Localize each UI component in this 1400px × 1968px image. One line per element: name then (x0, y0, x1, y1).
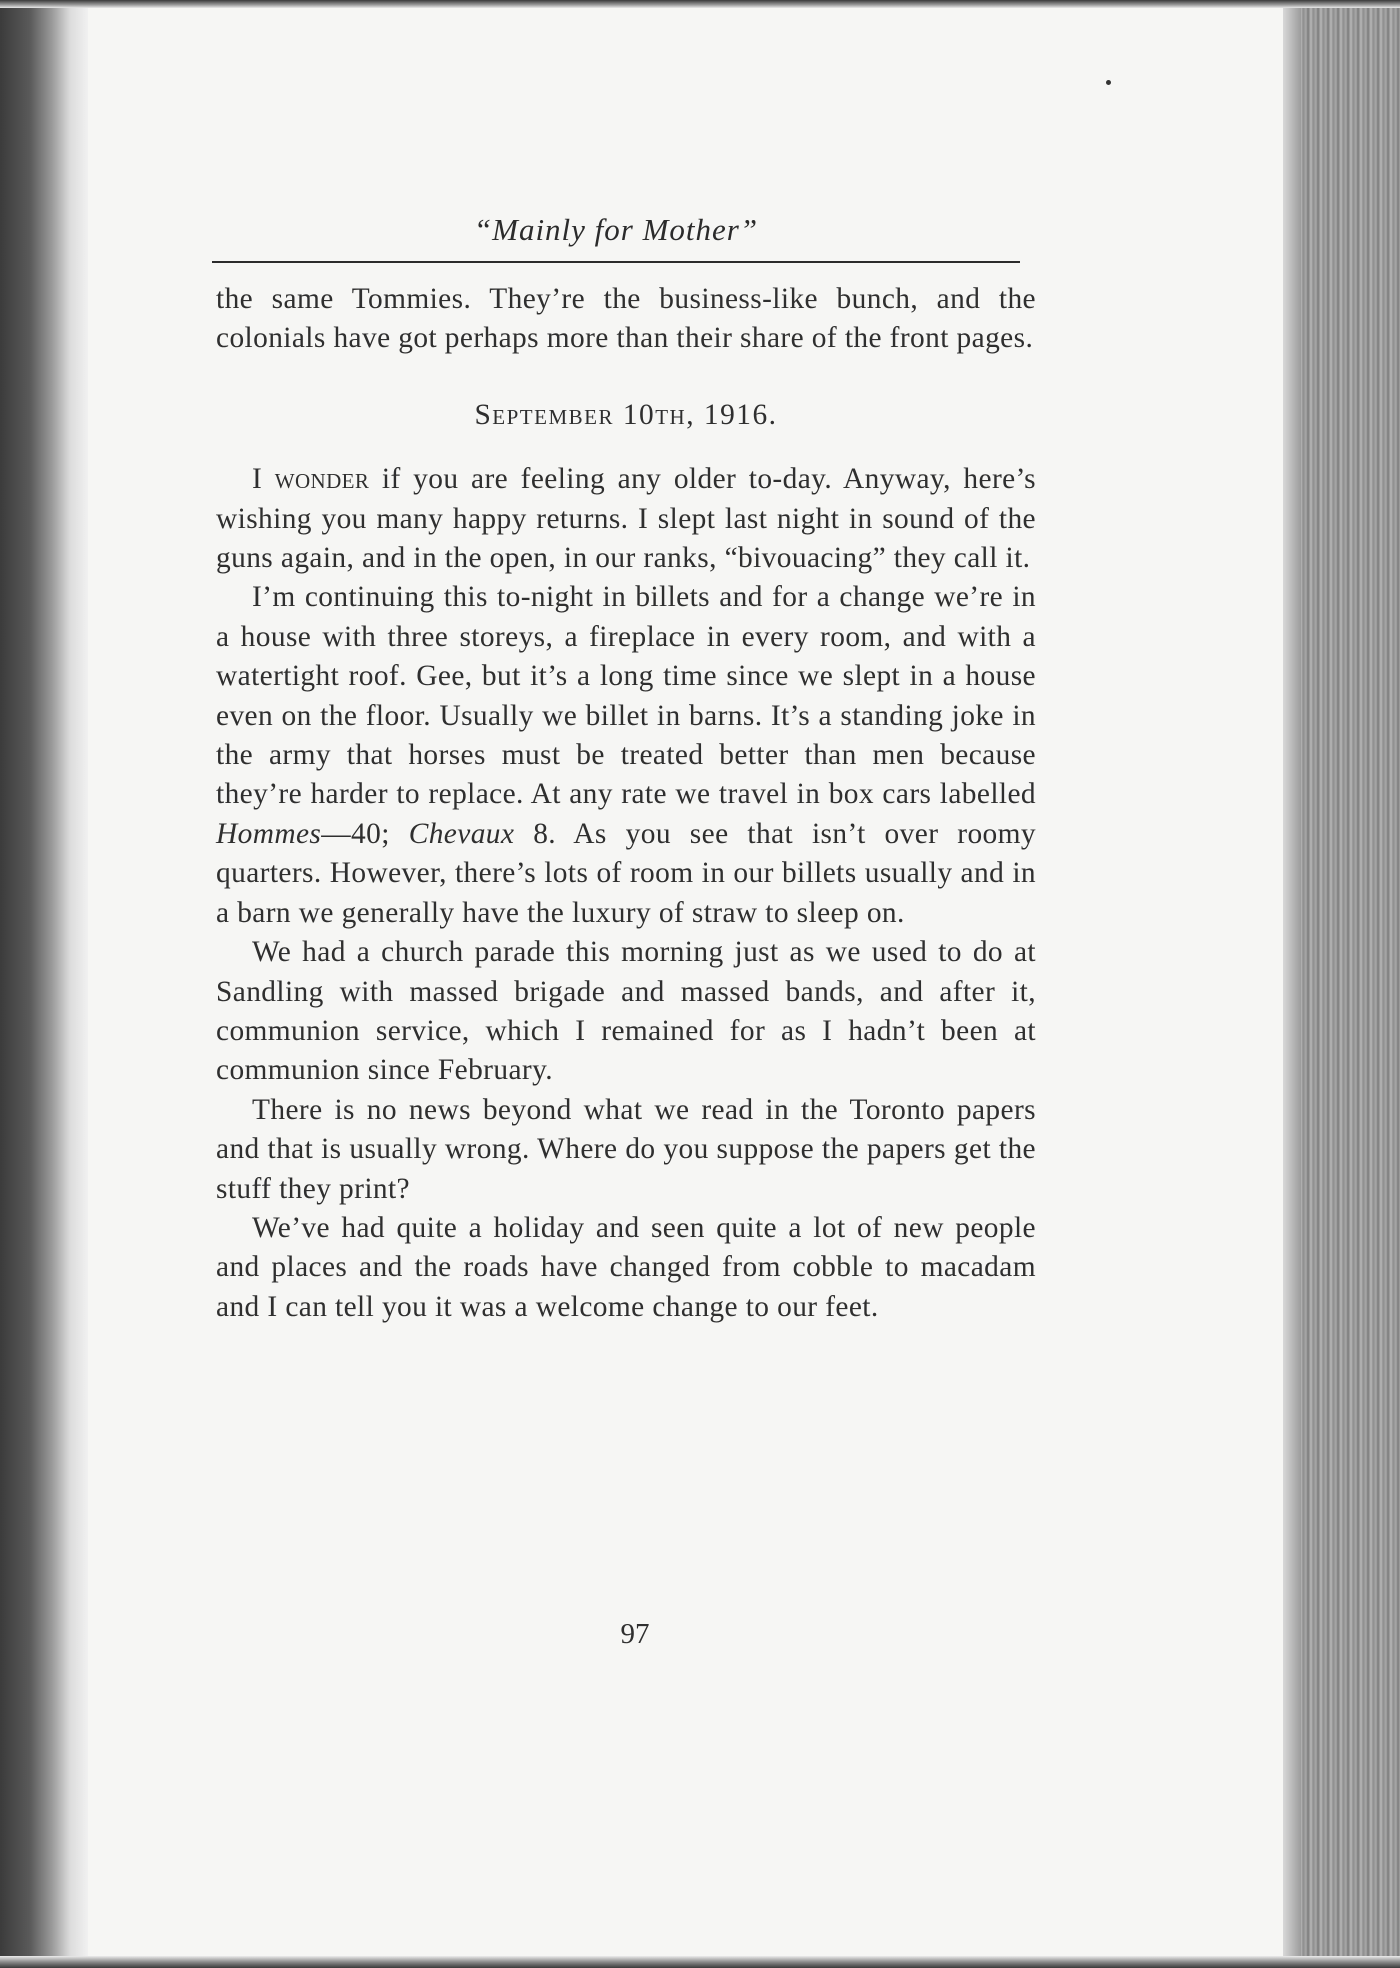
paragraph-2 (216, 578, 1036, 933)
page-number: 97 (620, 1618, 650, 1650)
left-page-edge (0, 0, 90, 1968)
chevaux-word: Chevaux (408, 817, 515, 850)
paragraph-2-text-a: I’m continuing this to-night in billets and for a change we’re in a house with three storeys, a fireplace in every room, and with a watertight roof. Gee, but it’s a long time since we slept in a house even on the floor. Usually we billet in barns. It’s a standing joke in the army that horses must be treated better than men because they’re harder to replace. At any rate we travel in box cars labelled (216, 581, 1036, 811)
paragraph-2-text-b: —40; (321, 817, 409, 850)
header-rule (212, 261, 1020, 263)
hommes-word: Hommes (216, 817, 322, 850)
running-head: “Mainly for Mother” (473, 212, 759, 247)
date-heading: September 10th, 1916. (474, 398, 778, 431)
lead-in: I wonder (252, 463, 370, 496)
paragraph-1-text: if you are feeling any older to-day. Anyway, here’s wishing you many happy returns. I slept last night in sound of the guns again, and in the open, in our ranks, “bivouacing” they call it. (216, 463, 1036, 575)
page-stack-edge (1283, 0, 1400, 1968)
paragraph-4: There is no news beyond what we read in the Toronto papers and that is usually wrong. Where do you suppose the papers get the stuff they print? (216, 1093, 1036, 1205)
paragraph-5: We’ve had quite a holiday and seen quite a lot of new people and places and the roads have changed from cobble to macadam and I can tell you it was a welcome change to our feet. (216, 1211, 1036, 1323)
dust-speck (1106, 80, 1111, 85)
bottom-scan-edge (0, 1956, 1400, 1968)
top-scan-edge (0, 0, 1400, 8)
continuation-paragraph: the same Tommies. They’re the business-like bunch, and the colonials have got perhaps more than their share of the front pages. (216, 283, 1036, 355)
paragraph-1 (216, 460, 1036, 578)
paragraph-3: We had a church parade this morning just as we used to do at Sandling with massed brigade and massed bands, and after it, communion service, which I remained for as I hadn’t been at communion since February. (216, 936, 1036, 1087)
body-text (216, 280, 1036, 1327)
paragraph-2-text-c: 8. As you see that isn’t over roomy quarters. However, there’s lots of room in our billets usually and in a barn we generally have the luxury of straw to sleep on. (216, 817, 1036, 929)
